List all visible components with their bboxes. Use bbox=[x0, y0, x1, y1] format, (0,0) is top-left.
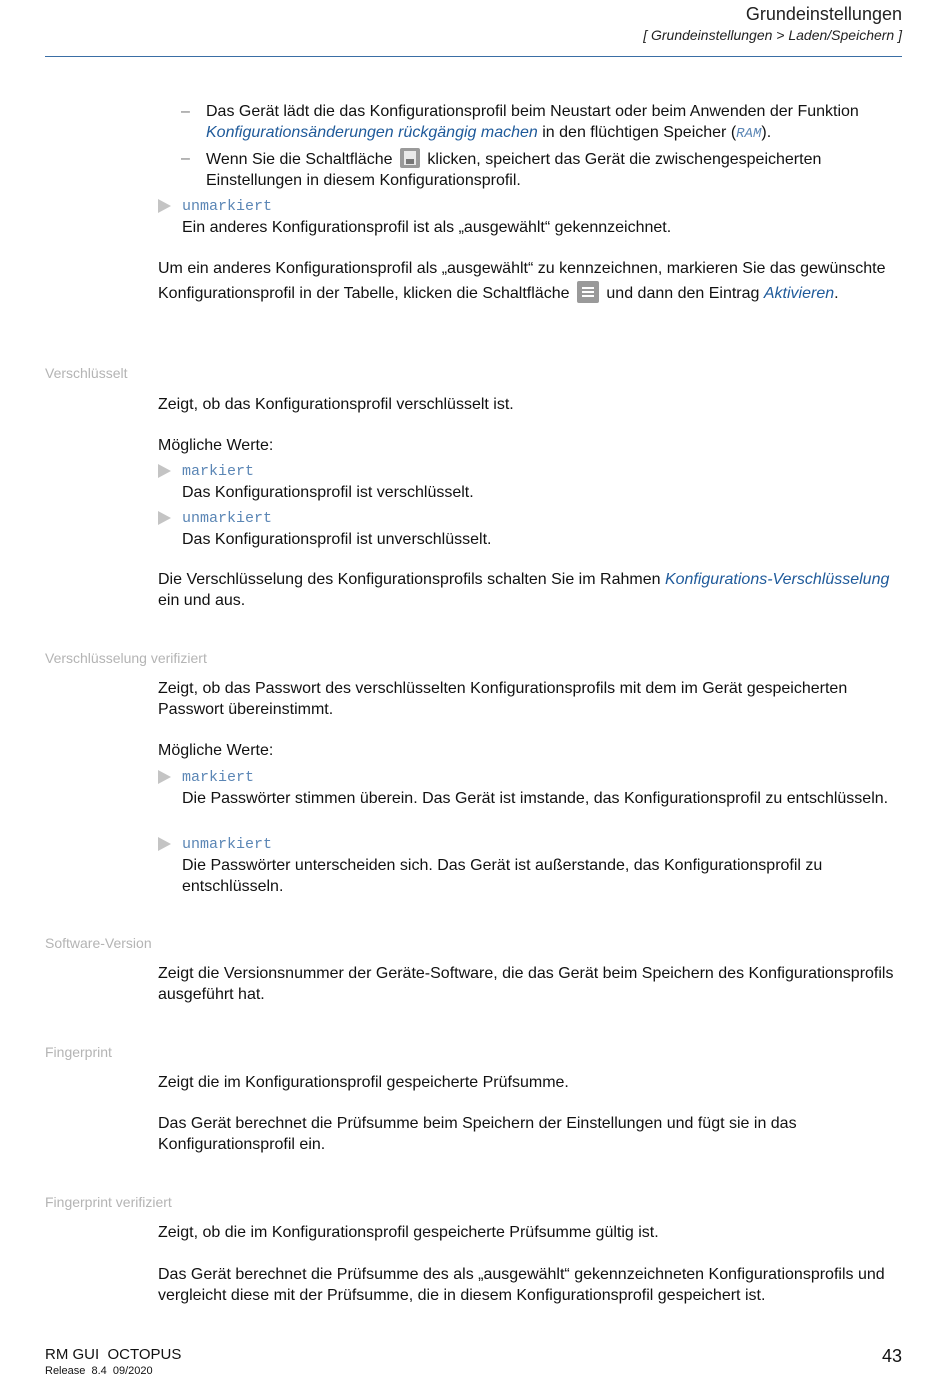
option-value: markiert bbox=[182, 463, 255, 480]
link-config-encryption[interactable]: Konfigurations-Verschlüsselung bbox=[664, 571, 890, 588]
field-label-software-version: Software-Version bbox=[45, 935, 152, 951]
dash-bullet: – bbox=[181, 150, 190, 167]
triangle-bullet-icon bbox=[158, 511, 171, 525]
triangle-bullet-icon bbox=[158, 199, 171, 213]
paragraph bbox=[158, 569, 903, 611]
paragraph: Das Gerät berechnet die Prüfsumme des als „ausgewählt“ gekennzeichneten Konfigurationsprofils und vergleicht diese mit der Prüfsumme, die in diesem Konfigurationsprofil gespeichert ist. bbox=[158, 1266, 885, 1304]
paragraph bbox=[158, 257, 903, 306]
triangle-bullet-icon bbox=[158, 464, 171, 478]
option-item bbox=[158, 508, 903, 550]
field-label-fingerprint: Fingerprint bbox=[45, 1044, 112, 1060]
field-description: Zeigt die im Konfigurationsprofil gespeicherte Prüfsumme. bbox=[158, 1074, 569, 1091]
option-desc: Die Passwörter stimmen überein. Das Gerät ist imstande, das Konfigurationsprofil zu entschlüsseln. bbox=[182, 790, 889, 807]
text: ein und aus. bbox=[158, 592, 246, 609]
text: Wenn Sie die Schaltfläche bbox=[206, 151, 393, 168]
text: in den flüchtigen Speicher ( bbox=[542, 124, 737, 141]
triangle-bullet-icon bbox=[158, 837, 171, 851]
text: ). bbox=[761, 124, 772, 141]
values-heading: Mögliche Werte: bbox=[158, 437, 274, 454]
field-label-encryption-verified: Verschlüsselung verifiziert bbox=[45, 650, 207, 666]
values-heading: Mögliche Werte: bbox=[158, 742, 274, 759]
code-ram: RAM bbox=[736, 126, 762, 142]
option-value: markiert bbox=[182, 769, 255, 786]
menu-icon bbox=[577, 281, 599, 303]
footer-release: Release 8.4 09/2020 bbox=[45, 1365, 153, 1377]
option-value: unmarkiert bbox=[182, 198, 273, 215]
triangle-bullet-icon bbox=[158, 770, 171, 784]
field-description: Zeigt die Versionsnummer der Geräte-Software, die das Gerät beim Speichern des Konfigurationsprofils ausgeführt hat. bbox=[158, 965, 894, 1003]
field-description: Zeigt, ob die im Konfigurationsprofil gespeicherte Prüfsumme gültig ist. bbox=[158, 1224, 659, 1241]
header-divider bbox=[45, 56, 902, 57]
option-value: unmarkiert bbox=[182, 836, 273, 853]
list-item bbox=[181, 101, 901, 145]
page-number: 43 bbox=[881, 1346, 902, 1366]
option-desc: Die Passwörter unterscheiden sich. Das Gerät ist außerstande, das Konfigurationsprofil zu entschlüsseln. bbox=[182, 857, 823, 895]
link-activate[interactable]: Aktivieren bbox=[763, 285, 835, 302]
paragraph: Das Gerät berechnet die Prüfsumme beim Speichern der Einstellungen und fügt sie in das Konfigurationsprofil ein. bbox=[158, 1115, 797, 1153]
field-description: Zeigt, ob das Passwort des verschlüsselten Konfigurationsprofils mit dem im Gerät gespeicherten Passwort übereinstimmt. bbox=[158, 680, 848, 718]
option-desc: Das Konfigurationsprofil ist verschlüsselt. bbox=[182, 484, 474, 501]
breadcrumb: [ Grundeinstellungen > Laden/Speichern ] bbox=[643, 27, 902, 43]
link-undo-config-changes[interactable]: Konfigurationsänderungen rückgängig machen bbox=[206, 124, 538, 141]
dash-bullet: – bbox=[181, 103, 190, 120]
option-item bbox=[158, 196, 903, 238]
option-desc: Das Konfigurationsprofil ist unverschlüsselt. bbox=[182, 531, 492, 548]
page-header-title: Grundeinstellungen bbox=[745, 4, 902, 24]
text: . bbox=[834, 285, 839, 302]
text: klicken, speichert das Gerät die zwischengespeicherten Einstellungen in diesem Konfigurationsprofil. bbox=[206, 151, 822, 189]
option-item bbox=[158, 461, 903, 503]
save-icon bbox=[400, 148, 420, 168]
option-item bbox=[158, 767, 903, 809]
text: Die Verschlüsselung des Konfigurationsprofils schalten Sie im Rahmen bbox=[158, 571, 661, 588]
text: Das Gerät lädt die das Konfigurationsprofil beim Neustart oder beim Anwenden der Funktion bbox=[206, 103, 859, 120]
field-description: Zeigt, ob das Konfigurationsprofil verschlüsselt ist. bbox=[158, 396, 514, 413]
field-label-encrypted: Verschlüsselt bbox=[45, 365, 128, 381]
option-desc: Ein anderes Konfigurationsprofil ist als „ausgewählt“ gekennzeichnet. bbox=[182, 219, 672, 236]
text: Um ein anderes Konfigurationsprofil als „ausgewählt“ zu kennzeichnen, markieren Sie das gewünschte Konfigurationsprofil in der Tabelle, klicken die Schaltfläche bbox=[158, 260, 886, 302]
option-item bbox=[158, 834, 903, 897]
list-item bbox=[181, 148, 901, 191]
text: und dann den Eintrag bbox=[606, 285, 760, 302]
footer-product: RM GUI OCTOPUS bbox=[45, 1346, 182, 1363]
option-value: unmarkiert bbox=[182, 510, 273, 527]
field-label-fingerprint-verified: Fingerprint verifiziert bbox=[45, 1194, 172, 1210]
